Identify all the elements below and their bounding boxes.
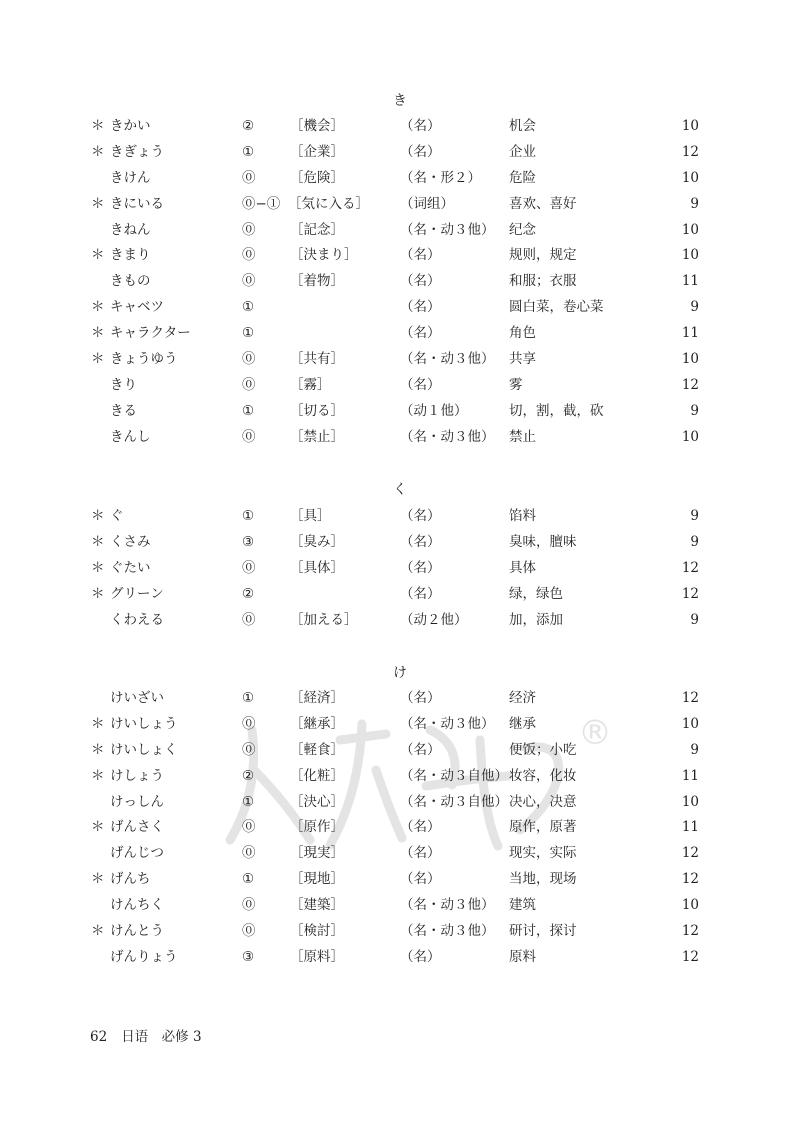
part-of-speech: （名） [400, 299, 441, 316]
new-word-mark: ＊ [91, 247, 105, 264]
word-meaning: 雾 [509, 376, 523, 393]
vocab-row [0, 741, 800, 767]
word-kana: きもの [110, 273, 151, 290]
part-of-speech: （名） [400, 948, 441, 965]
word-kana: げんじつ [110, 845, 164, 862]
word-kanji: ［継承］ [290, 715, 344, 732]
new-word-mark: ＊ [91, 871, 105, 888]
vocab-row [0, 428, 800, 454]
new-word-mark: ＊ [91, 118, 105, 134]
vocab-list-ke [0, 689, 800, 974]
word-kanji: ［建築］ [290, 897, 344, 914]
part-of-speech: （名・动３他） [400, 351, 495, 368]
word-meaning: 决心，决意 [509, 793, 577, 810]
accent-mark: ⓪−① [242, 195, 281, 212]
lesson-number: 12 [681, 948, 699, 965]
word-kana: ぐたい [110, 559, 151, 576]
word-meaning: 继承 [509, 715, 536, 732]
vocab-row [0, 896, 800, 922]
lesson-number: 10 [681, 793, 699, 810]
lesson-number: 12 [681, 143, 699, 160]
new-word-mark: ＊ [91, 923, 105, 940]
lesson-number: 10 [681, 247, 699, 264]
accent-mark: ⓪ [242, 247, 256, 264]
word-kana: きり [110, 376, 137, 393]
lesson-number: 9 [690, 195, 699, 212]
word-meaning: 喜欢、喜好 [509, 195, 577, 212]
word-kana: きょうゆう [110, 351, 178, 368]
accent-mark: ① [242, 690, 255, 706]
part-of-speech: （词组） [400, 195, 454, 212]
part-of-speech: （名） [400, 585, 441, 602]
part-of-speech: （名・动３他） [400, 897, 495, 914]
section-heading-ku: く [393, 482, 407, 498]
word-kana: けんとう [110, 923, 164, 940]
accent-mark: ③ [242, 533, 255, 550]
word-meaning: 和服；衣服 [509, 273, 577, 290]
vocab-list-ku [0, 507, 800, 636]
word-meaning: 现实，实际 [509, 845, 577, 862]
word-kana: きねん [110, 221, 151, 238]
vocab-row [0, 169, 800, 195]
word-meaning: 便饭；小吃 [509, 741, 577, 758]
accent-mark: ⓪ [242, 351, 256, 368]
new-word-mark: ＊ [91, 351, 105, 368]
lesson-number: 9 [690, 299, 699, 316]
word-kanji: ［企業］ [290, 143, 344, 160]
word-kanji: ［臭み］ [290, 533, 344, 550]
part-of-speech: （名） [400, 325, 441, 342]
part-of-speech: （名） [400, 819, 441, 836]
section-heading-ki: き [393, 93, 407, 109]
vocab-row [0, 195, 800, 221]
vocab-row [0, 793, 800, 819]
new-word-mark: ＊ [91, 508, 105, 524]
lesson-number: 10 [681, 221, 699, 238]
book-title: 日语 必修 3 [121, 1029, 202, 1045]
accent-mark: ⓪ [242, 559, 256, 576]
word-kana: キャベツ [110, 299, 164, 316]
word-kanji: ［決心］ [290, 793, 344, 810]
word-kana: げんち [110, 871, 151, 888]
accent-mark: ① [242, 508, 255, 524]
word-meaning: 规则，规定 [509, 247, 577, 264]
word-kana: きけん [110, 169, 151, 186]
word-meaning: 角色 [509, 325, 536, 342]
lesson-number: 11 [681, 325, 699, 342]
accent-mark: ⓪ [242, 923, 256, 940]
accent-mark: ① [242, 143, 255, 160]
vocab-row [0, 689, 800, 715]
accent-mark: ② [242, 585, 255, 602]
part-of-speech: （名） [400, 508, 441, 524]
vocab-row [0, 298, 800, 324]
part-of-speech: （名・动３他） [400, 923, 495, 940]
accent-mark: ① [242, 402, 255, 419]
lesson-number: 10 [681, 169, 699, 186]
word-kanji: ［霧］ [290, 376, 331, 393]
lesson-number: 11 [681, 819, 699, 836]
vocab-row [0, 559, 800, 585]
lesson-number: 12 [681, 690, 699, 706]
word-kana: グリーン [110, 585, 164, 602]
vocab-row [0, 324, 800, 350]
word-meaning: 危险 [509, 169, 536, 186]
word-meaning: 臭味，膻味 [509, 533, 577, 550]
part-of-speech: （动２他） [400, 611, 468, 628]
word-meaning: 纪念 [509, 221, 536, 238]
accent-mark: ⓪ [242, 376, 256, 393]
word-kana: げんさく [110, 819, 164, 836]
new-word-mark: ＊ [91, 325, 105, 342]
word-kana: きんし [110, 428, 151, 445]
vocab-row [0, 221, 800, 247]
vocab-row [0, 870, 800, 896]
word-kanji: ［切る］ [290, 402, 344, 419]
vocab-list-ki [0, 117, 800, 454]
word-kana: けいざい [110, 690, 164, 706]
part-of-speech: （名） [400, 376, 441, 393]
new-word-mark: ＊ [91, 533, 105, 550]
part-of-speech: （名） [400, 247, 441, 264]
vocab-row [0, 844, 800, 870]
accent-mark: ③ [242, 948, 255, 965]
word-kanji: ［化粧］ [290, 767, 344, 784]
lesson-number: 10 [681, 118, 699, 134]
word-kana: けいしょく [110, 741, 178, 758]
word-kanji: ［危険］ [290, 169, 344, 186]
lesson-number: 12 [681, 376, 699, 393]
word-kanji: ［共有］ [290, 351, 344, 368]
vocab-row [0, 246, 800, 272]
accent-mark: ② [242, 767, 255, 784]
vocab-row [0, 585, 800, 611]
accent-mark: ① [242, 325, 255, 342]
word-kana: きぎょう [110, 143, 164, 160]
word-kanji: ［具体］ [290, 559, 344, 576]
vocab-row [0, 611, 800, 637]
word-kana: けっしん [110, 793, 164, 810]
word-kanji: ［原作］ [290, 819, 344, 836]
part-of-speech: （名） [400, 118, 441, 134]
word-kanji: ［検討］ [290, 923, 344, 940]
word-kana: けんちく [110, 897, 164, 914]
lesson-number: 11 [681, 273, 699, 290]
new-word-mark: ＊ [91, 741, 105, 758]
page-number: 62 [90, 1029, 108, 1045]
word-meaning: 原料 [509, 948, 536, 965]
part-of-speech: （名） [400, 273, 441, 290]
word-meaning: 馅料 [509, 508, 536, 524]
accent-mark: ⓪ [242, 819, 256, 836]
vocab-row [0, 143, 800, 169]
part-of-speech: （名・动３他） [400, 715, 495, 732]
registered-mark: ® [578, 713, 612, 753]
vocab-row [0, 402, 800, 428]
word-meaning: 企业 [509, 143, 536, 160]
part-of-speech: （名） [400, 690, 441, 706]
part-of-speech: （名） [400, 741, 441, 758]
vocab-row [0, 507, 800, 533]
lesson-number: 12 [681, 871, 699, 888]
word-kanji: ［原料］ [290, 948, 344, 965]
word-kana: くわえる [110, 611, 164, 628]
word-kana: くさみ [110, 533, 151, 550]
new-word-mark: ＊ [91, 767, 105, 784]
word-meaning: 共享 [509, 351, 536, 368]
accent-mark: ⓪ [242, 715, 256, 732]
part-of-speech: （名） [400, 533, 441, 550]
lesson-number: 10 [681, 428, 699, 445]
page-footer [90, 1028, 216, 1046]
accent-mark: ② [242, 118, 255, 134]
new-word-mark: ＊ [91, 143, 105, 160]
lesson-number: 10 [681, 715, 699, 732]
part-of-speech: （名・动３他） [400, 221, 495, 238]
accent-mark: ① [242, 871, 255, 888]
lesson-number: 9 [690, 741, 699, 758]
vocab-row [0, 272, 800, 298]
word-kanji: ［経済］ [290, 690, 344, 706]
lesson-number: 9 [690, 402, 699, 419]
part-of-speech: （名・动３他） [400, 428, 495, 445]
word-meaning: 当地，现场 [509, 871, 577, 888]
word-meaning: 切，割，截，砍 [509, 402, 604, 419]
word-kana: げんりょう [110, 948, 178, 965]
part-of-speech: （动１他） [400, 402, 468, 419]
word-kanji: ［加える］ [290, 611, 358, 628]
lesson-number: 9 [690, 533, 699, 550]
word-meaning: 机会 [509, 118, 536, 134]
word-kana: キャラクター [110, 325, 191, 342]
lesson-number: 11 [681, 767, 699, 784]
accent-mark: ① [242, 793, 255, 810]
word-kana: きにいる [110, 195, 164, 212]
word-kanji: ［記念］ [290, 221, 344, 238]
vocab-row [0, 533, 800, 559]
word-kana: ぐ [110, 508, 124, 524]
word-meaning: 禁止 [509, 428, 536, 445]
new-word-mark: ＊ [91, 819, 105, 836]
lesson-number: 12 [681, 585, 699, 602]
word-kana: けいしょう [110, 715, 178, 732]
accent-mark: ⓪ [242, 845, 256, 862]
word-kanji: ［決まり］ [290, 247, 358, 264]
word-meaning: 绿，绿色 [509, 585, 563, 602]
part-of-speech: （名） [400, 559, 441, 576]
word-kanji: ［現地］ [290, 871, 344, 888]
lesson-number: 9 [690, 508, 699, 524]
word-kanji: ［気に入る］ [288, 195, 369, 212]
word-kanji: ［禁止］ [290, 428, 344, 445]
word-kanji: ［軽食］ [290, 741, 344, 758]
word-kana: きまり [110, 247, 151, 264]
vocab-row [0, 767, 800, 793]
word-kanji: ［着物］ [290, 273, 344, 290]
vocab-row [0, 948, 800, 974]
lesson-number: 12 [681, 845, 699, 862]
word-kanji: ［機会］ [290, 118, 344, 134]
accent-mark: ⓪ [242, 169, 256, 186]
lesson-number: 10 [681, 897, 699, 914]
part-of-speech: （名） [400, 871, 441, 888]
word-kanji: ［現実］ [290, 845, 344, 862]
word-meaning: 研讨，探讨 [509, 923, 577, 940]
vocab-row [0, 715, 800, 741]
new-word-mark: ＊ [91, 195, 105, 212]
accent-mark: ⓪ [242, 741, 256, 758]
accent-mark: ⓪ [242, 221, 256, 238]
accent-mark: ⓪ [242, 611, 256, 628]
vocab-row [0, 818, 800, 844]
section-heading-ke: け [393, 665, 407, 681]
part-of-speech: （名） [400, 143, 441, 160]
word-meaning: 加，添加 [509, 611, 563, 628]
vocab-row [0, 350, 800, 376]
word-meaning: 原作，原著 [509, 819, 577, 836]
part-of-speech: （名） [400, 845, 441, 862]
word-kanji: ［具］ [290, 508, 331, 524]
vocab-row [0, 376, 800, 402]
word-meaning: 经济 [509, 690, 536, 706]
new-word-mark: ＊ [91, 299, 105, 316]
accent-mark: ⓪ [242, 273, 256, 290]
lesson-number: 12 [681, 923, 699, 940]
part-of-speech: （名・动３自他） [400, 767, 508, 784]
lesson-number: 9 [690, 611, 699, 628]
lesson-number: 12 [681, 559, 699, 576]
accent-mark: ① [242, 299, 255, 316]
new-word-mark: ＊ [91, 585, 105, 602]
lesson-number: 10 [681, 351, 699, 368]
word-kana: きかい [110, 118, 151, 134]
word-meaning: 圆白菜，卷心菜 [509, 299, 604, 316]
word-meaning: 建筑 [509, 897, 536, 914]
part-of-speech: （名・动３自他） [400, 793, 508, 810]
accent-mark: ⓪ [242, 428, 256, 445]
word-meaning: 具体 [509, 559, 536, 576]
word-kana: けしょう [110, 767, 164, 784]
accent-mark: ⓪ [242, 897, 256, 914]
word-meaning: 妆容，化妆 [509, 767, 577, 784]
new-word-mark: ＊ [91, 559, 105, 576]
word-kana: きる [110, 402, 137, 419]
new-word-mark: ＊ [91, 715, 105, 732]
vocab-row [0, 117, 800, 143]
vocab-row [0, 922, 800, 948]
part-of-speech: （名・形２） [400, 169, 481, 186]
